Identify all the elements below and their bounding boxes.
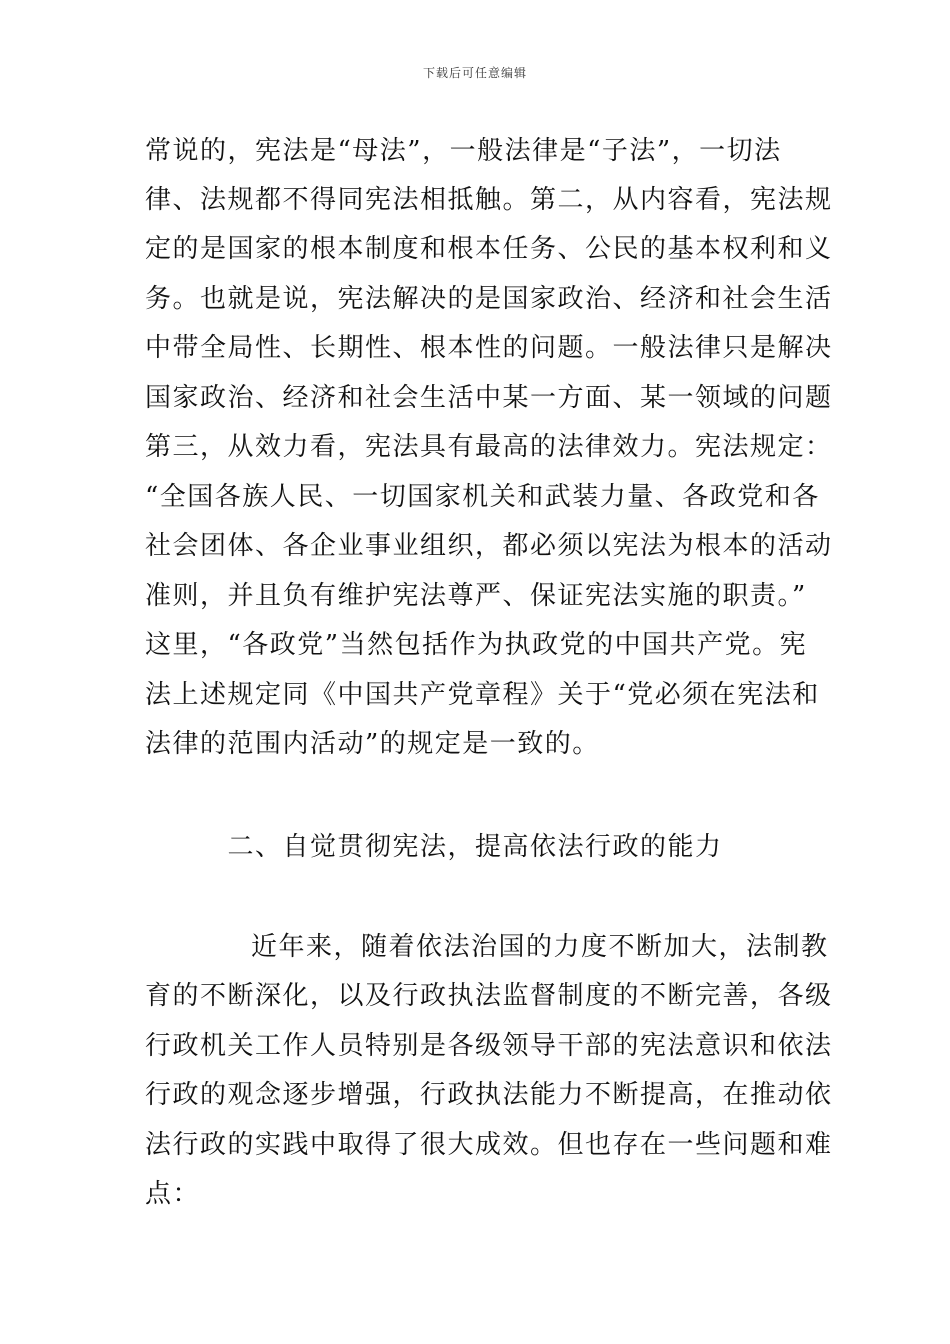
text-line: 国家政治、经济和社会生活中某一方面、某一领域的问题 xyxy=(145,383,833,413)
text-line: 点： xyxy=(145,1179,201,1209)
text-line: 这里，“各政党”当然包括作为执政党的中国共产党。宪 xyxy=(145,630,808,660)
page-header: 下载后可任意编辑 xyxy=(422,66,527,80)
section-heading: 二、自觉贯彻宪法，提高依法行政的能力 xyxy=(227,832,723,862)
text-line: 育的不断深化，以及行政执法监督制度的不断完善，各级 xyxy=(145,981,833,1011)
text-line: 定的是国家的根本制度和根本任务、公民的基本权利和义 xyxy=(145,234,833,264)
text-line: 行政机关工作人员特别是各级领导干部的宪法意识和依法 xyxy=(145,1031,833,1061)
text-line: 中带全局性、长期性、根本性的问题。一般法律只是解决 xyxy=(145,333,833,363)
text-line: 第三，从效力看，宪法具有最高的法律效力。宪法规定： xyxy=(145,432,833,462)
text-line: 法行政的实践中取得了很大成效。但也存在一些问题和难 xyxy=(145,1130,833,1160)
text-line: 准则，并且负有维护宪法尊严、保证宪法实施的职责。” xyxy=(145,581,807,611)
text-line: “全国各族人民、一切国家机关和武装力量、各政党和各 xyxy=(145,482,820,512)
text-line: 社会团体、各企业事业组织，都必须以宪法为根本的活动 xyxy=(145,531,833,561)
text-line: 常说的，宪法是“母法”，一般法律是“子法”，一切法 xyxy=(145,136,782,166)
text-line: 务。也就是说，宪法解决的是国家政治、经济和社会生活 xyxy=(145,284,833,314)
text-line: 行政的观念逐步增强，行政执法能力不断提高，在推动依 xyxy=(145,1080,833,1110)
text-line: 法上述规定同《中国共产党章程》关于“党必须在宪法和 xyxy=(145,680,820,710)
text-line: 律、法规都不得同宪法相抵触。第二，从内容看，宪法规 xyxy=(145,185,833,215)
text-line: 法律的范围内活动”的规定是一致的。 xyxy=(145,729,600,759)
text-line: 近年来，随着依法治国的力度不断加大，法制教 xyxy=(251,932,829,962)
